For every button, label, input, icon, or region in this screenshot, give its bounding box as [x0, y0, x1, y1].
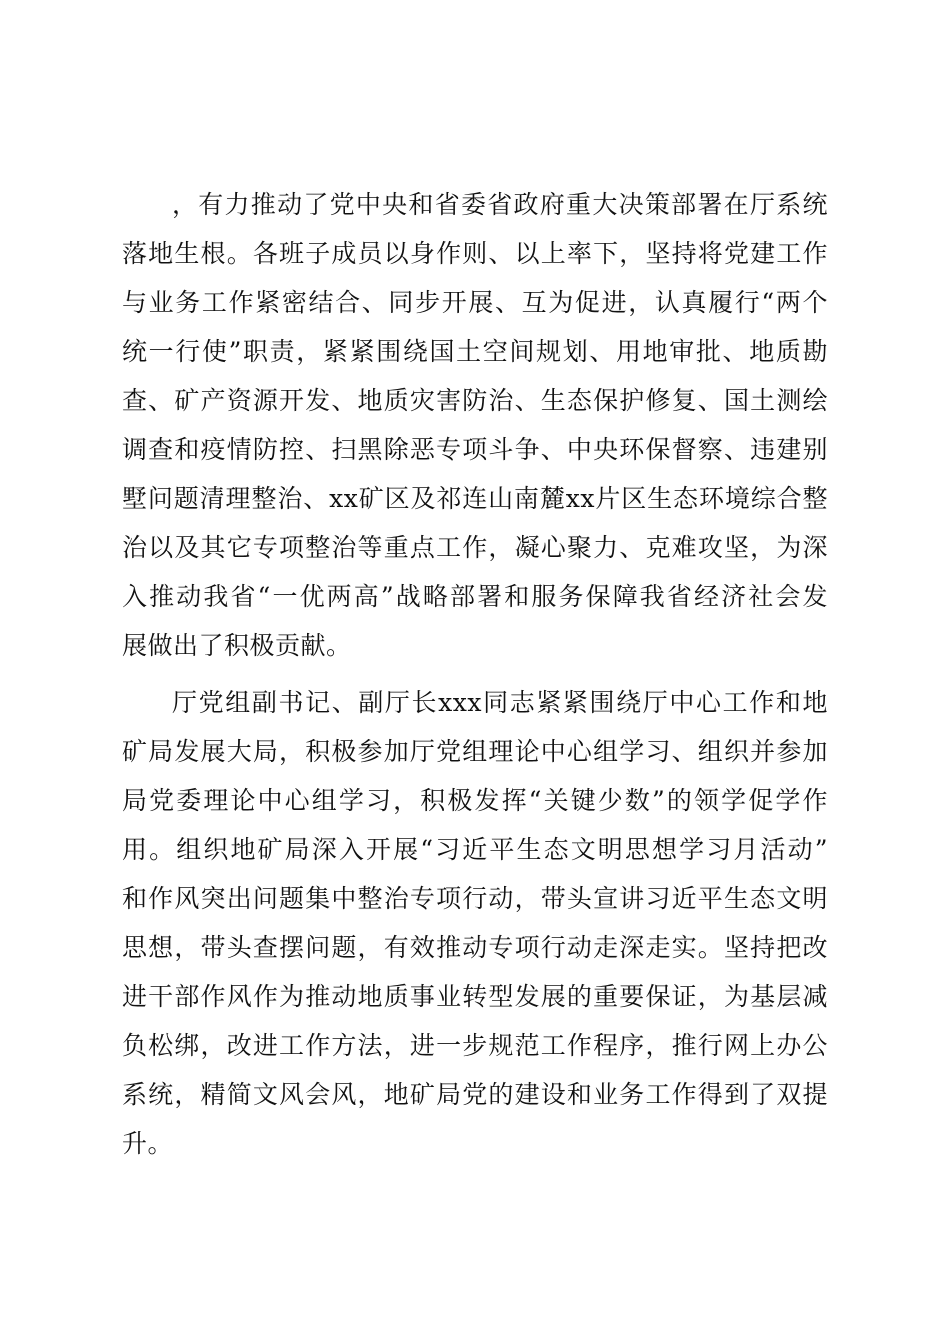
paragraph-1-line-7: 墅问题清理整治、xx矿区及祁连山南麓xx片区生态环境综合整 — [122, 484, 828, 513]
paragraph-1-line-9: 入推动我省“一优两高”战略部署和服务保障我省经济社会发 — [122, 582, 828, 611]
paragraph-1-line-1: ，有力推动了党中央和省委省政府重大决策部署在厅系统 — [172, 190, 828, 219]
paragraph-2-line-10: 升。 — [122, 1129, 174, 1158]
paragraph-1-line-2: 落地生根。各班子成员以身作则、以上率下，坚持将党建工作 — [122, 239, 828, 268]
paragraph-2-line-9: 系统，精简文风会风，地矿局党的建设和业务工作得到了双提 — [122, 1080, 828, 1109]
paragraph-2-line-8: 负松绑，改进工作方法，进一步规范工作程序，推行网上办公 — [122, 1031, 828, 1060]
paragraph-1-line-6: 调查和疫情防控、扫黑除恶专项斗争、中央环保督察、违建别 — [122, 435, 828, 464]
paragraph-1-line-5: 查、矿产资源开发、地质灾害防治、生态保护修复、国土测绘 — [122, 386, 828, 415]
paragraph-2-line-2: 矿局发展大局，积极参加厅党组理论中心组学习、组织并参加 — [122, 737, 828, 766]
paragraph-1-line-8: 治以及其它专项整治等重点工作，凝心聚力、克难攻坚，为深 — [122, 533, 828, 562]
paragraph-2-line-3: 局党委理论中心组学习，积极发挥“关键少数”的领学促学作 — [122, 786, 828, 815]
paragraph-2-line-1: 厅党组副书记、副厅长xxx同志紧紧围绕厅中心工作和地 — [172, 688, 828, 717]
paragraph-2-line-7: 进干部作风作为推动地质事业转型发展的重要保证，为基层减 — [122, 982, 828, 1011]
paragraph-1-line-4: 统一行使”职责，紧紧围绕国土空间规划、用地审批、地质勘 — [122, 337, 828, 366]
paragraph-2-line-5: 和作风突出问题集中整治专项行动，带头宣讲习近平生态文明 — [122, 884, 828, 913]
paragraph-1-line-3: 与业务工作紧密结合、同步开展、互为促进，认真履行“两个 — [122, 288, 828, 317]
paragraph-2-line-4: 用。组织地矿局深入开展“习近平生态文明思想学习月活动” — [122, 835, 828, 864]
paragraph-2-line-6: 思想，带头查摆问题，有效推动专项行动走深走实。坚持把改 — [122, 933, 828, 962]
paragraph-1-line-10: 展做出了积极贡献。 — [122, 631, 352, 660]
